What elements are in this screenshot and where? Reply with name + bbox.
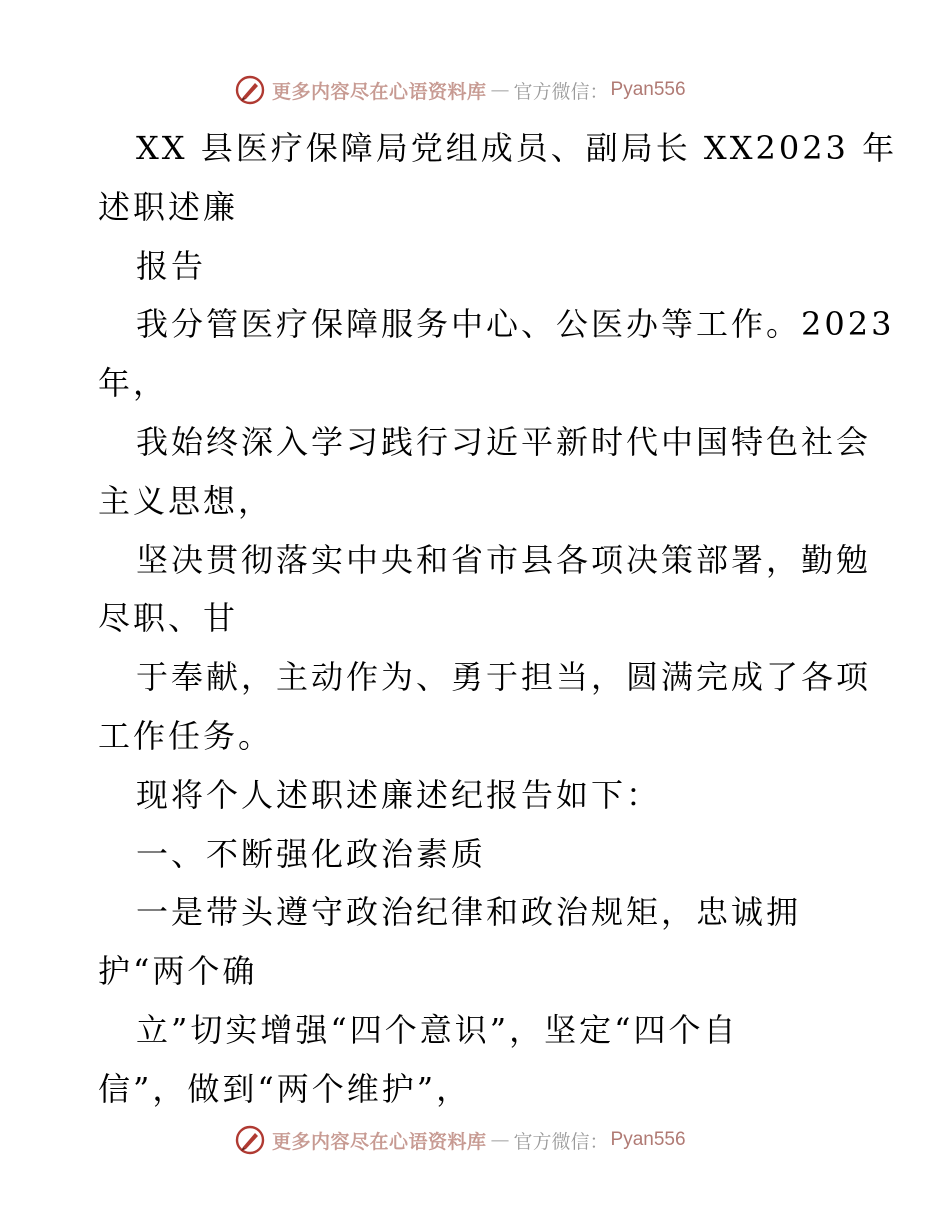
paragraph-line: 护“两个确 <box>98 952 258 991</box>
title-line-1: XX 县医疗保障局党组成员、副局长 XX2023 年 <box>136 129 898 167</box>
paragraph-line: 工作任务。 <box>98 716 274 755</box>
watermark-wechat-id: Pyan556 <box>610 79 686 100</box>
watermark-text: 更多内容尽在心语资料库 <box>272 80 487 103</box>
watermark-dash: — <box>490 79 510 101</box>
paragraph-line: 年， <box>98 364 169 403</box>
watermark-official-label: 官方微信： <box>513 80 609 103</box>
paragraph-line: 一是带头遵守政治纪律和政治规矩，忠诚拥 <box>136 893 802 932</box>
paragraph-line: 我始终深入学习践行习近平新时代中国特色社会 <box>136 422 872 461</box>
paragraph-line: 信”，做到“两个维护”， <box>98 1069 472 1108</box>
pen-logo-icon <box>234 1124 266 1156</box>
watermark-text: 更多内容尽在心语资料库 <box>272 1130 487 1153</box>
pen-logo-icon <box>234 74 266 106</box>
paragraph-line: 尽职、甘 <box>98 599 239 638</box>
watermark-dash: — <box>490 1129 510 1151</box>
paragraph-line: 立”切实增强“四个意识”，坚定“四个自 <box>136 1010 739 1049</box>
title-line-3: 报告 <box>136 246 207 285</box>
paragraph-line: 主义思想， <box>98 481 274 520</box>
paragraph-line: 于奉献，主动作为、勇于担当，圆满完成了各项 <box>136 658 872 697</box>
watermark-official-label: 官方微信： <box>513 1130 609 1153</box>
watermark-wechat-id: Pyan556 <box>610 1129 686 1150</box>
paragraph-line: 现将个人述职述廉述纪报告如下： <box>136 775 662 814</box>
footer-watermark <box>234 1122 686 1158</box>
paragraph-line: 坚决贯彻落实中央和省市县各项决策部署，勤勉 <box>136 540 872 579</box>
paragraph-line: 我分管医疗保障服务中心、公医办等工作。2023 <box>136 305 895 344</box>
section-heading: 一、不断强化政治素质 <box>136 834 487 873</box>
title-line-2: 述职述廉 <box>98 187 239 226</box>
header-watermark <box>234 72 686 108</box>
document-body <box>98 124 898 1124</box>
